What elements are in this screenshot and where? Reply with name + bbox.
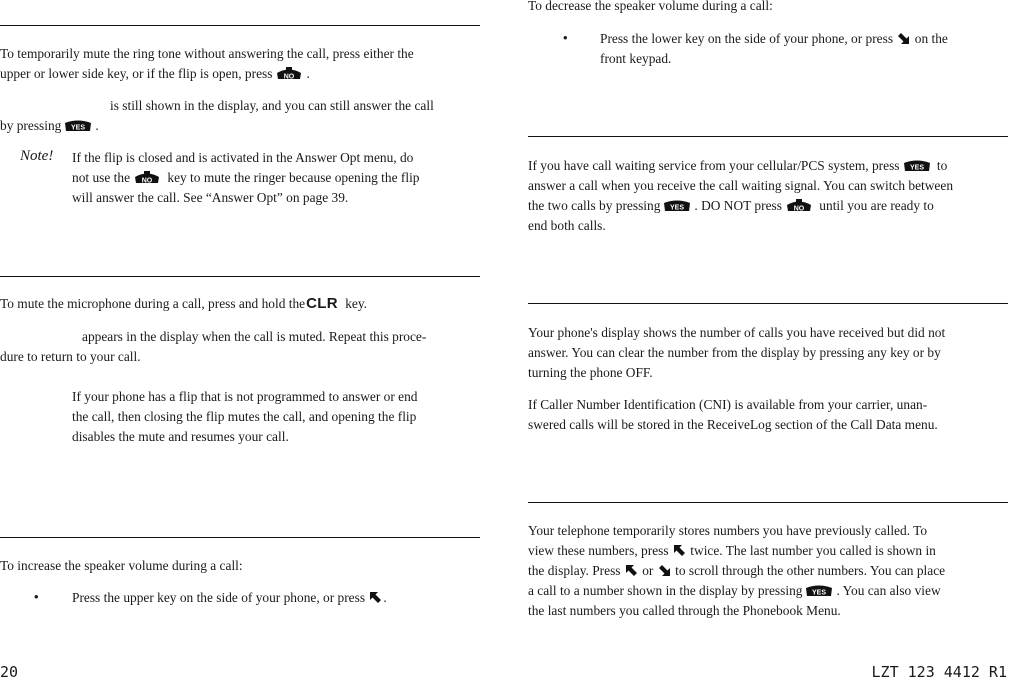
mute-mic-line-2: appears in the display when the call is muted. Repeat this proce- [82, 329, 427, 344]
up-arrow-key-icon [625, 564, 638, 577]
note-line-1: If the flip is closed and is activated in the Answer Opt menu, do [72, 150, 414, 165]
yes-key-icon [804, 584, 834, 598]
svg-text:YES: YES [812, 589, 827, 597]
page-number: 20 [0, 663, 19, 681]
last-numbers-line-5: the last numbers you called through the Phonebook Menu. [528, 603, 841, 618]
last-numbers-line-2: view these numbers, press twice. The last number you called is shown in [528, 543, 936, 558]
note-label: Note! [20, 148, 54, 164]
call-waiting-line-3: the two calls by pressing YES . DO NOT press NO until you are ready to [528, 198, 934, 213]
mute-ring-line-3: is still shown in the display, and you can still answer the call [110, 98, 434, 113]
missed-calls-line-3: turning the phone OFF. [528, 365, 653, 380]
document-id: LZT 123 4412 R1 [871, 663, 1007, 681]
section-rule [528, 502, 1008, 503]
section-rule [0, 537, 480, 538]
down-arrow-key-icon [658, 564, 671, 577]
volume-up-intro: To increase the speaker volume during a call: [0, 558, 243, 573]
svg-text:YES: YES [71, 124, 86, 132]
missed-calls-line-4: If Caller Number Identification (CNI) is available from your carrier, unan- [528, 397, 928, 412]
call-waiting-line-1: If you have call waiting service from your cellular/PCS system, press YES to [528, 158, 948, 173]
svg-text:YES: YES [909, 164, 924, 172]
clr-key-icon: CLR [306, 295, 338, 312]
no-key-icon [784, 199, 814, 213]
svg-text:NO: NO [793, 205, 805, 213]
flip-note-line-2: the call, then closing the flip mutes the call, and opening the flip [72, 409, 417, 424]
mute-ring-line-2: upper or lower side key, or if the flip is open, press NO . [0, 66, 310, 81]
call-waiting-line-4: end both calls. [528, 218, 606, 233]
yes-key-icon [662, 199, 692, 213]
mute-mic-line-1: To mute the microphone during a call, press and hold theCLR key. [0, 295, 368, 312]
missed-calls-line-1: Your phone's display shows the number of calls you have received but did not [528, 325, 946, 340]
missed-calls-line-2: answer. You can clear the number from the display by pressing any key or by [528, 345, 941, 360]
svg-text:NO: NO [141, 177, 153, 185]
volume-down-intro: To decrease the speaker volume during a call: [528, 0, 773, 13]
flip-note-line-1: If your phone has a flip that is not programmed to answer or end [72, 389, 418, 404]
mute-ring-line-4: by pressing YES . [0, 118, 99, 133]
yes-key-icon [902, 159, 932, 173]
up-arrow-key-icon [369, 591, 382, 604]
up-arrow-key-icon [673, 544, 686, 557]
note-line-2: not use the NO key to mute the ringer because opening the flip [72, 170, 420, 185]
flip-note-line-3: disables the mute and resumes your call. [72, 429, 289, 444]
no-key-icon [132, 171, 162, 185]
yes-key-icon [63, 119, 93, 133]
note-line-3: will answer the call. See “Answer Opt” on page 39. [72, 190, 349, 205]
bullet: • [34, 589, 39, 604]
section-rule [0, 25, 480, 26]
mute-mic-line-3: dure to return to your call. [0, 349, 141, 364]
call-waiting-line-2: answer a call when you receive the call waiting signal. You can switch between [528, 178, 954, 193]
last-numbers-line-3: the display. Press or to scroll through the other numbers. You can place [528, 563, 946, 578]
section-rule [528, 136, 1008, 137]
svg-text:NO: NO [284, 73, 295, 81]
volume-down-item-1: Press the lower key on the side of your phone, or press on the [600, 31, 948, 46]
svg-text:YES: YES [670, 204, 685, 212]
section-rule [528, 303, 1008, 304]
last-numbers-line-4: a call to a number shown in the display by pressing YES . You can also view [528, 583, 941, 598]
no-key-icon [274, 67, 304, 81]
bullet: • [563, 30, 568, 45]
section-rule [0, 276, 480, 277]
down-arrow-key-icon [897, 32, 910, 45]
mute-ring-line-1: To temporarily mute the ring tone without answering the call, press either the [0, 46, 414, 61]
volume-down-item-2: front keypad. [600, 51, 672, 66]
volume-up-item: Press the upper key on the side of your phone, or press . [72, 590, 387, 605]
last-numbers-line-1: Your telephone temporarily stores numbers you have previously called. To [528, 523, 928, 538]
missed-calls-line-5: swered calls will be stored in the ReceiveLog section of the Call Data menu. [528, 417, 938, 432]
